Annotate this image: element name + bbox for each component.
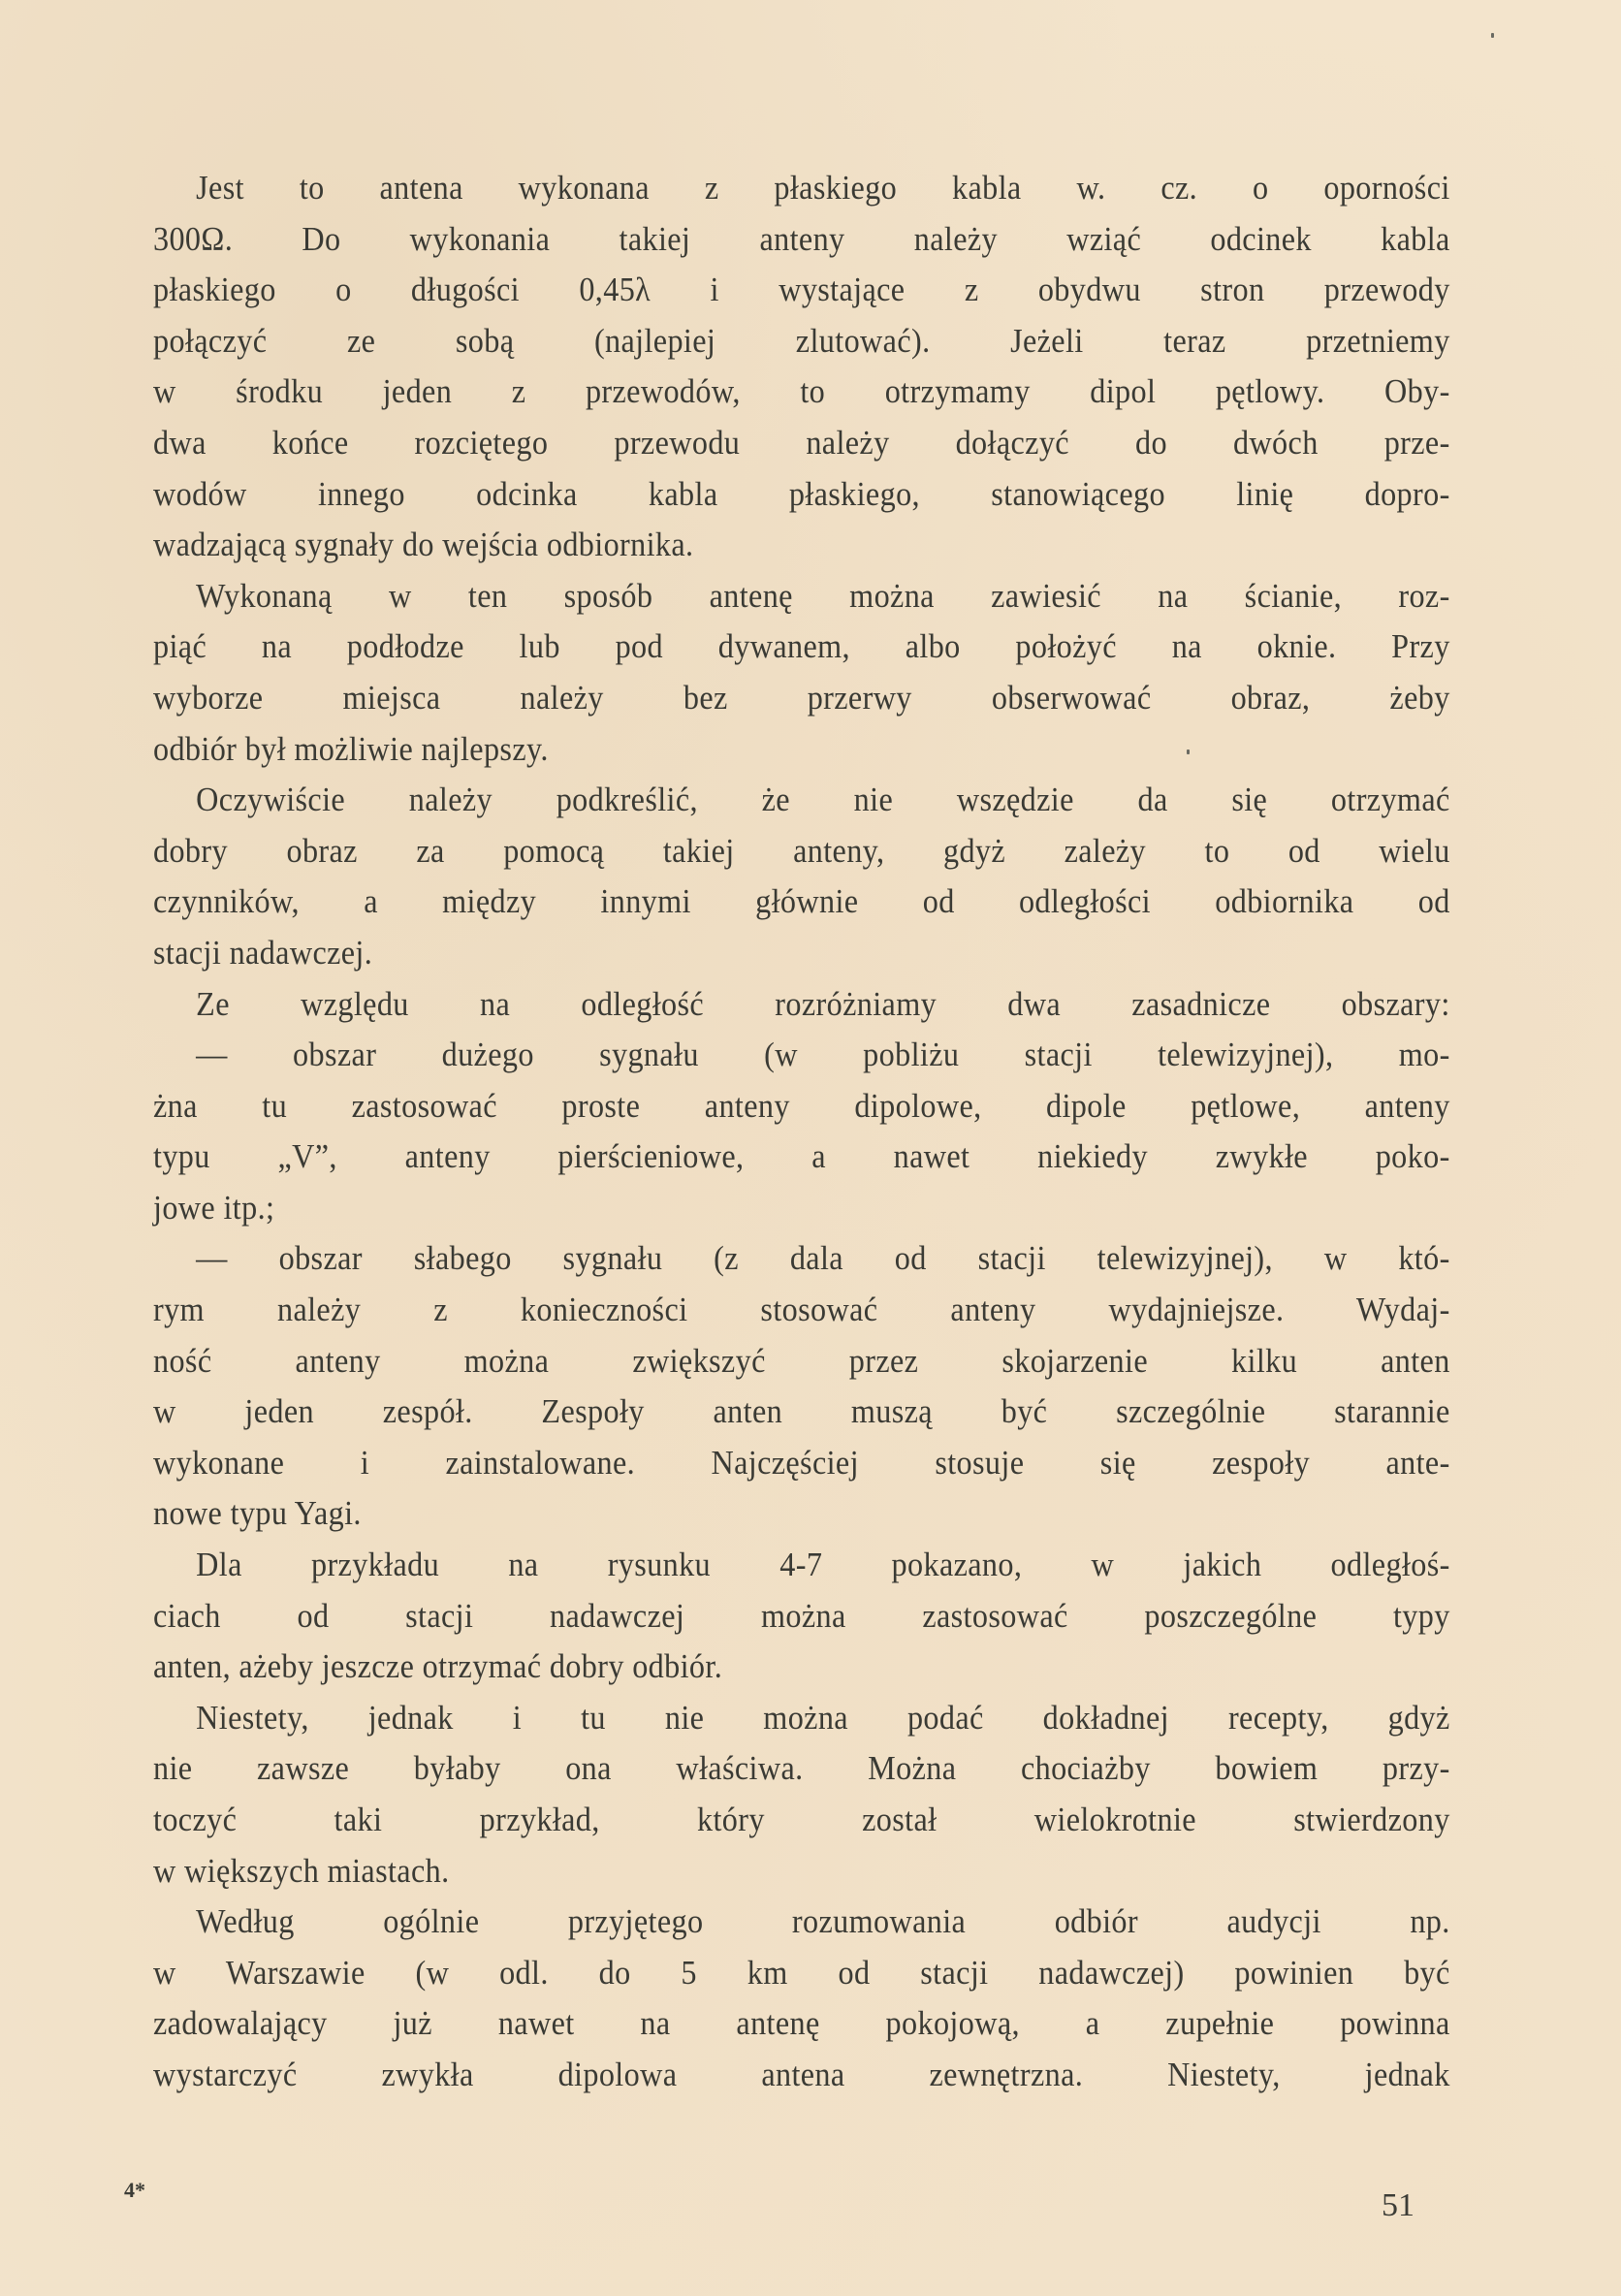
text-line: w większych miastach. xyxy=(153,1851,450,1890)
text-line: w środku jeden z przewodów, to otrzymamy dipol pętlowy. Oby- xyxy=(153,372,1450,411)
paragraph xyxy=(153,571,1450,775)
text-line: typu „V”, anteny pierścieniowe, a nawet niekiedy zwykłe poko- xyxy=(153,1137,1450,1176)
text-line: wadzającą sygnały do wejścia odbiornika. xyxy=(153,526,694,564)
text-line: odbiór był możliwie najlepszy. xyxy=(153,729,549,768)
paragraph xyxy=(153,979,1450,1031)
text-line: czynników, a między innymi głównie od odległości odbiornika od xyxy=(153,882,1450,921)
text-line: Wykonaną w ten sposób antenę można zawiesić na ścianie, roz- xyxy=(196,576,1450,615)
text-line: piąć na podłodze lub pod dywanem, albo położyć na oknie. Przy xyxy=(153,627,1450,666)
text-line: — obszar słabego sygnału (z dala od stacji telewizyjnej), w któ- xyxy=(196,1239,1450,1278)
text-line: Niestety, jednak i tu nie można podać dokładnej recepty, gdyż xyxy=(196,1698,1450,1737)
text-line: żna tu zastosować proste anteny dipolowe, dipole pętlowe, anteny xyxy=(153,1086,1450,1125)
text-line: rym należy z konieczności stosować anteny wydajniejsze. Wydaj- xyxy=(153,1291,1450,1329)
text-line: dwa końce rozciętego przewodu należy dołączyć do dwóch prze- xyxy=(153,423,1450,462)
text-line: Dla przykładu na rysunku 4-7 pokazano, w jakich odległoś- xyxy=(196,1546,1450,1584)
text-line: w Warszawie (w odl. do 5 km od stacji nadawczej) powinien być xyxy=(153,1953,1450,1992)
text-line: wystarczyć zwykła dipolowa antena zewnętrzna. Niestety, jednak xyxy=(153,2055,1450,2093)
text-line: toczyć taki przykład, który został wielokrotnie stwierdzony xyxy=(153,1801,1450,1838)
text-line: wykonane i zainstalowane. Najczęściej stosuje się zespoły ante- xyxy=(153,1443,1450,1482)
text-line: w jeden zespół. Zespoły anten muszą być szczególnie starannie xyxy=(153,1392,1450,1431)
text-line: ciach od stacji nadawczej można zastosować poszczególne typy xyxy=(153,1596,1450,1635)
text-line: płaskiego o długości 0,45λ i wystające z obydwu stron przewody xyxy=(153,271,1450,309)
text-line: nie zawsze byłaby ona właściwa. Można chociażby bowiem przy- xyxy=(153,1749,1450,1788)
text-line: jowe itp.; xyxy=(153,1188,275,1227)
page-number: 51 xyxy=(1382,2187,1414,2223)
paragraph xyxy=(153,775,1450,978)
text-line: anten, ażeby jeszcze otrzymać dobry odbiór. xyxy=(153,1647,723,1686)
paragraph xyxy=(153,163,1450,571)
text-line: dobry obraz za pomocą takiej anteny, gdyż zależy to od wielu xyxy=(153,831,1450,870)
text-line: zadowalający już nawet na antenę pokojową, a zupełnie powinna xyxy=(153,2004,1450,2043)
text-line: Ze względu na odległość rozróżniamy dwa zasadnicze obszary: xyxy=(196,984,1450,1023)
list-item-strong-signal xyxy=(153,1030,1450,1233)
text-line: połączyć ze sobą (najlepiej zlutować). Jeżeli teraz przetniemy xyxy=(153,321,1450,360)
signature-mark: 4* xyxy=(124,2178,145,2202)
text-line: — obszar dużego sygnału (w pobliżu stacji telewizyjnej), mo- xyxy=(196,1036,1450,1074)
paper-speck xyxy=(1187,749,1190,754)
text-line: nowe typu Yagi. xyxy=(153,1494,362,1533)
text-line: wyborze miejsca należy bez przerwy obserwować obraz, żeby xyxy=(153,678,1450,717)
paragraph xyxy=(153,1693,1450,1897)
text-line: 300Ω. Do wykonania takiej anteny należy wziąć odcinek kabla xyxy=(153,219,1450,258)
body-text xyxy=(153,163,1450,2101)
paper-speck xyxy=(1491,33,1494,38)
text-line: Jest to antena wykonana z płaskiego kabla w. cz. o oporności xyxy=(196,169,1450,207)
paragraph xyxy=(153,1897,1450,2100)
text-line: Oczywiście należy podkreślić, że nie wszędzie da się otrzymać xyxy=(196,781,1450,819)
paragraph xyxy=(153,1540,1450,1693)
text-line: Według ogólnie przyjętego rozumowania odbiór audycji np. xyxy=(196,1902,1450,1941)
text-line: wodów innego odcinka kabla płaskiego, stanowiącego linię dopro- xyxy=(153,474,1450,513)
text-line: ność anteny można zwiększyć przez skojarzenie kilku anten xyxy=(153,1341,1450,1380)
text-line: stacji nadawczej. xyxy=(153,933,373,972)
list-item-weak-signal xyxy=(153,1233,1450,1540)
